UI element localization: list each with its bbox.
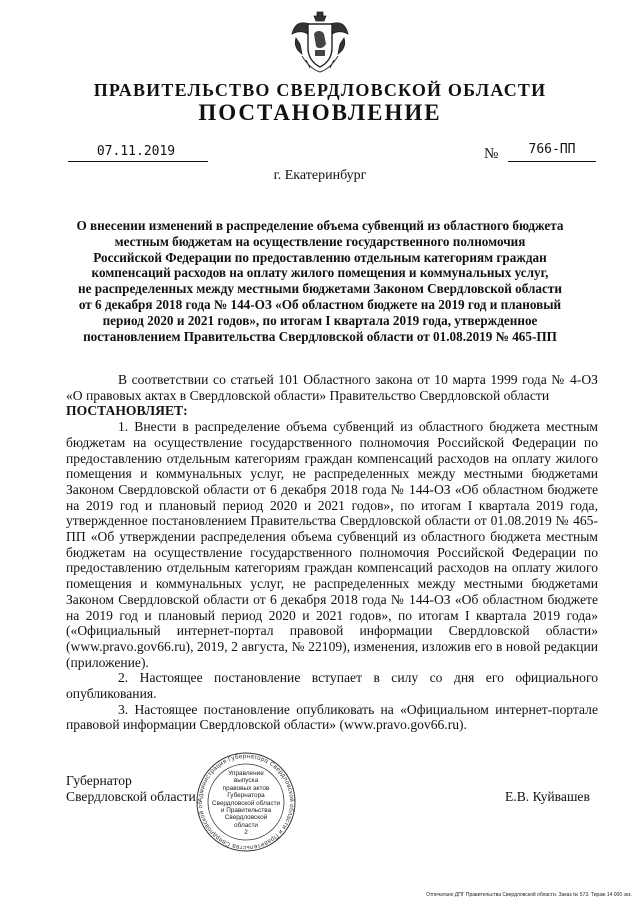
signatory-title [66,773,196,805]
document-date: 07.11.2019 [96,144,176,159]
heading-line: период 2020 и 2021 годов», по итогам I квартала 2019 года, утвержденное [102,312,538,328]
item-3-paragraph: 3. Настоящее постановление опубликовать на «Официальном интернет-портале правовой информации Свердловской области» (www.pravo.gov66.ru). [66,701,598,733]
document-number: 766-ПП [528,142,576,157]
signatory-title-line: Губернатор [66,773,132,788]
stamp-line: Свердловской [224,814,268,822]
government-title: ПРАВИТЕЛЬСТВО СВЕРДЛОВСКОЙ ОБЛАСТИ [93,80,547,100]
heading-line: Российской Федерации по предоставлению отдельным категориям граждан [93,249,547,265]
signatory-title-line: Свердловской области [66,789,196,804]
heading-line: О внесении изменений в распределение объема субвенций из областного бюджета [76,218,564,233]
stamp-line: Губернатора [227,792,265,800]
document-type: ПОСТАНОВЛЕНИЕ [198,100,442,125]
svg-text:Администрация Губернатора Свер: Администрация Губернатора Свердловской области и Правительства Свердловской об [196,752,296,852]
print-footer: Отпечатано ДПГ Правительства Свердловской области. Заказ № 573. Тираж 14 000 экз. [426,892,632,898]
stamp-line: Управление [228,770,264,777]
number-sign: № [484,146,499,162]
document-heading [60,218,580,344]
heading-line: местным бюджетам на осуществление государственного полномочия [114,233,526,249]
item-1-paragraph: 1. Внести в распределение объема субвенций из областного бюджета местным бюджетам на осуществление государственного полномочия Российской Федерации по предоставлению отдельным категориям граждан компенсаций расходов на оплату жилого помещения и коммунальных услуг, не распределенных между местными бюджетами Законом Свердловской области от 6 декабря 2018 года № 144-ОЗ «Об областном бюджете на 2019 год и плановый период 2020 и 2021 годов», по итогам I квартала 2019 года, утвержденное постановлением Правительства Свердловской области от 01.08.2019 № 465-ПП «Об утверждении распределения объема субвенций из областного бюджета местным бюджетам на осуществление государственного полномочия Российской Федерации по предоставлению отдельным категориям граждан компенсаций расходов на оплату жилого помещения и коммунальных услуг, не распределенных между местными бюджетами Законом Свердловской области от 6 декабря 2018 года № 144-ОЗ «Об областном бюджете на 2019 год и плановый период 2020 и 2021 годов», по итогам I квартала 2019 года» («Официальный интернет-портал правовой информации Свердловской области» (www.pravo.gov66.ru), 2019, 2 августа, № 22109), изменения, изложив его в новой редакции (приложение). [66,419,598,670]
heading-line: постановлением Правительства Свердловской области от 01.08.2019 № 465-ПП [83,328,557,344]
stamp-line: правовых актов [222,784,270,792]
preamble-paragraph: В соответствии со статьей 101 Областного закона от 10 марта 1999 года № 4-ОЗ «О правовых актах в Свердловской области» Правительство Свердловской области [66,372,598,403]
heading-line: от 6 декабря 2018 года № 144-ОЗ «Об областном бюджете на 2019 год и плановый [78,296,562,312]
coat-of-arms-emblem [288,10,352,76]
stamp-line: и Правительства [220,807,272,815]
item-2-paragraph: 2. Настоящее постановление вступает в силу со дня его официального опубликования. [66,670,598,702]
stamp-line: 2 [244,829,248,837]
city: г. Екатеринбург [273,168,367,183]
heading-line: не распределенных между местными бюджетами Законом Свердловской области [78,281,562,297]
stamp-line: Свердловской области [211,799,281,807]
stamp-inner-text [210,770,282,837]
heading-line: компенсаций расходов на оплату жилого помещения и коммунальных услуг, [91,265,549,281]
number-underline [508,161,596,162]
decree-word: ПОСТАНОВЛЯЕТ: [66,403,188,419]
signatory-name: Е.В. Куйвашев [505,789,590,804]
stamp-line: выпуска [233,777,259,785]
document-body [66,372,598,733]
date-underline [68,161,208,162]
stamp-line: области [234,821,258,829]
